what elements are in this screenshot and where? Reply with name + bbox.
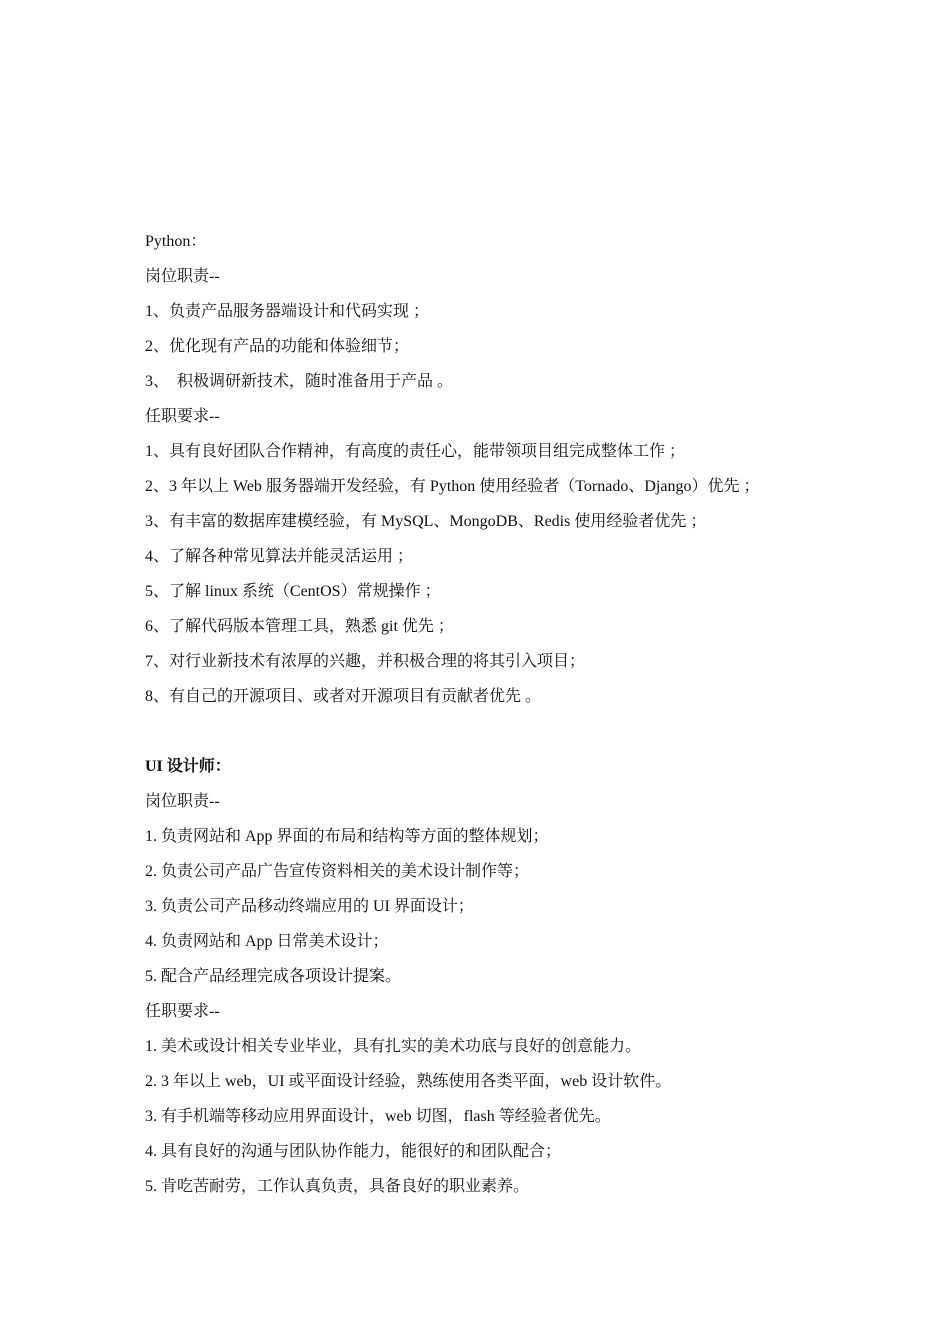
ui-requirement-item: 4. 具有良好的沟通与团队协作能力，能很好的和团队配合； (145, 1143, 562, 1160)
python-requirement-item: 7、对行业新技术有浓厚的兴趣，并积极合理的将其引入项目； (145, 653, 586, 670)
ui-section-title: UI 设计师： (145, 758, 231, 775)
ui-requirement-item: 5. 肯吃苦耐劳，工作认真负责，具备良好的职业素养。 (145, 1178, 530, 1195)
python-duty-item: 3、 积极调研新技术，随时准备用于产品 。 (145, 373, 454, 390)
python-requirement-item: 2、3 年以上 Web 服务器端开发经验，有 Python 使用经验者（Tornado、Django）优先 ； (145, 478, 760, 495)
ui-duties-label: 岗位职责-- (145, 793, 220, 810)
python-requirement-item: 4、了解各种常见算法并能灵活运用 ； (145, 548, 414, 565)
document-body (145, 224, 845, 1204)
ui-duty-item: 2. 负责公司产品广告宣传资料相关的美术设计制作等； (145, 863, 530, 880)
section-spacer (145, 714, 845, 749)
python-duty-item: 1、负责产品服务器端设计和代码实现 ； (145, 303, 430, 320)
python-requirement-item: 3、有丰富的数据库建模经验，有 MySQL、MongoDB、Redis 使用经验者优先 ； (145, 513, 707, 530)
python-duty-item: 2、优化现有产品的功能和体验细节； (145, 338, 410, 355)
python-requirement-item: 5、了解 linux 系统（CentOS）常规操作 ； (145, 583, 441, 600)
python-requirement-item: 8、有自己的开源项目、或者对开源项目有贡献者优先 。 (145, 688, 542, 705)
ui-requirement-item: 3. 有手机端等移动应用界面设计，web 切图，flash 等经验者优先。 (145, 1108, 611, 1125)
python-requirements-label: 任职要求-- (145, 408, 220, 425)
python-requirement-item: 1、具有良好团队合作精神，有高度的责任心，能带领项目组完成整体工作 ； (145, 443, 686, 460)
ui-requirement-item: 2. 3 年以上 web，UI 或平面设计经验，熟练使用各类平面，web 设计软件。 (145, 1073, 672, 1090)
ui-duty-item: 4. 负责网站和 App 日常美术设计； (145, 933, 389, 950)
python-section-title: Python： (145, 233, 207, 250)
ui-requirement-item: 1. 美术或设计相关专业毕业，具有扎实的美术功底与良好的创意能力。 (145, 1038, 642, 1055)
ui-duty-item: 5. 配合产品经理完成各项设计提案。 (145, 968, 402, 985)
ui-requirements-label: 任职要求-- (145, 1003, 220, 1020)
python-requirement-item: 6、了解代码版本管理工具，熟悉 git 优先 ； (145, 618, 454, 635)
ui-duty-item: 1. 负责网站和 App 界面的布局和结构等方面的整体规划； (145, 828, 549, 845)
ui-duty-item: 3. 负责公司产品移动终端应用的 UI 界面设计； (145, 898, 474, 915)
python-duties-label: 岗位职责-- (145, 268, 220, 285)
